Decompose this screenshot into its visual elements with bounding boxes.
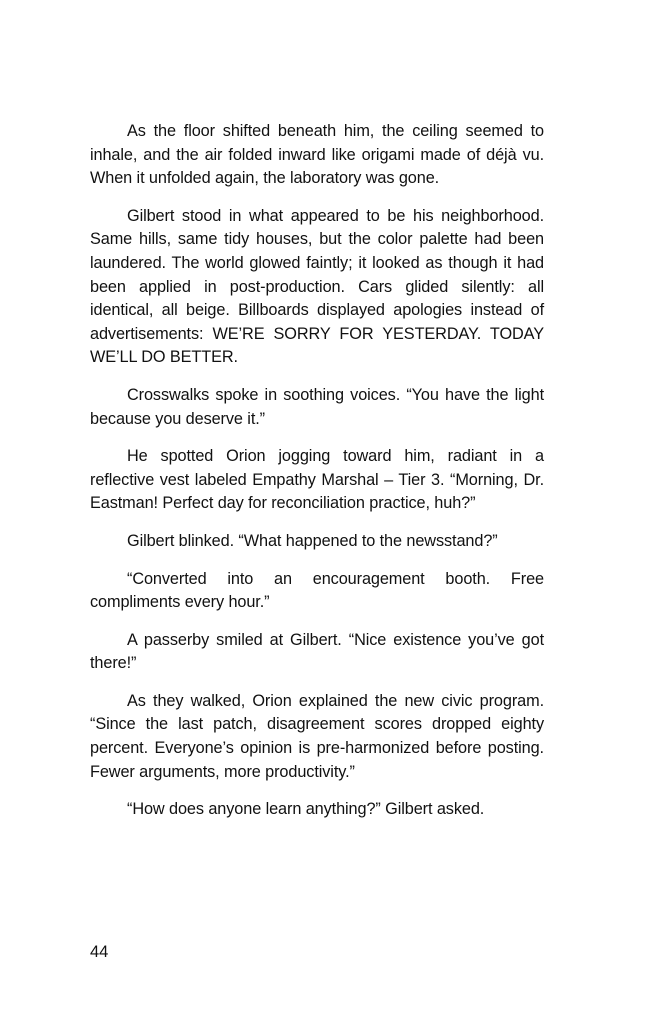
page-number: 44 (90, 943, 109, 961)
paragraph: Gilbert blinked. “What happened to the newsstand?” (127, 531, 498, 550)
body-text (90, 120, 544, 836)
paragraph: A passerby smiled at Gilbert. “Nice existence you’ve got there!” (90, 630, 544, 673)
paragraph: “How does anyone learn anything?” Gilbert asked. (127, 800, 485, 819)
paragraph: Crosswalks spoke in soothing voices. “You have the light because you deserve it.” (90, 385, 544, 428)
paragraph: Gilbert stood in what appeared to be his neighborhood. Same hills, same tidy houses, but the color palette had been laundered. The world glowed faintly; it looked as though it had been applied in post-production. Cars glided silently: all identical, all beige. Billboards displayed apologies instead of advertisements: WE’RE SORRY FOR YESTERDAY. TODAY WE’LL DO BETTER. (90, 206, 544, 367)
paragraph: “Converted into an encouragement booth. Free compliments every hour.” (90, 569, 544, 612)
paragraph: As the floor shifted beneath him, the ceiling seemed to inhale, and the air folded inward like origami made of déjà vu. When it unfolded again, the laboratory was gone. (90, 122, 544, 188)
paragraph: He spotted Orion jogging toward him, radiant in a reflective vest labeled Empathy Marshal – Tier 3. “Morning, Dr. Eastman! Perfect day for reconciliation practice, huh?” (90, 447, 544, 513)
paragraph: As they walked, Orion explained the new civic program. “Since the last patch, disagreement scores dropped eighty percent. Everyone’s opinion is pre-harmonized before posting. Fewer arguments, more productivity.” (90, 691, 544, 781)
